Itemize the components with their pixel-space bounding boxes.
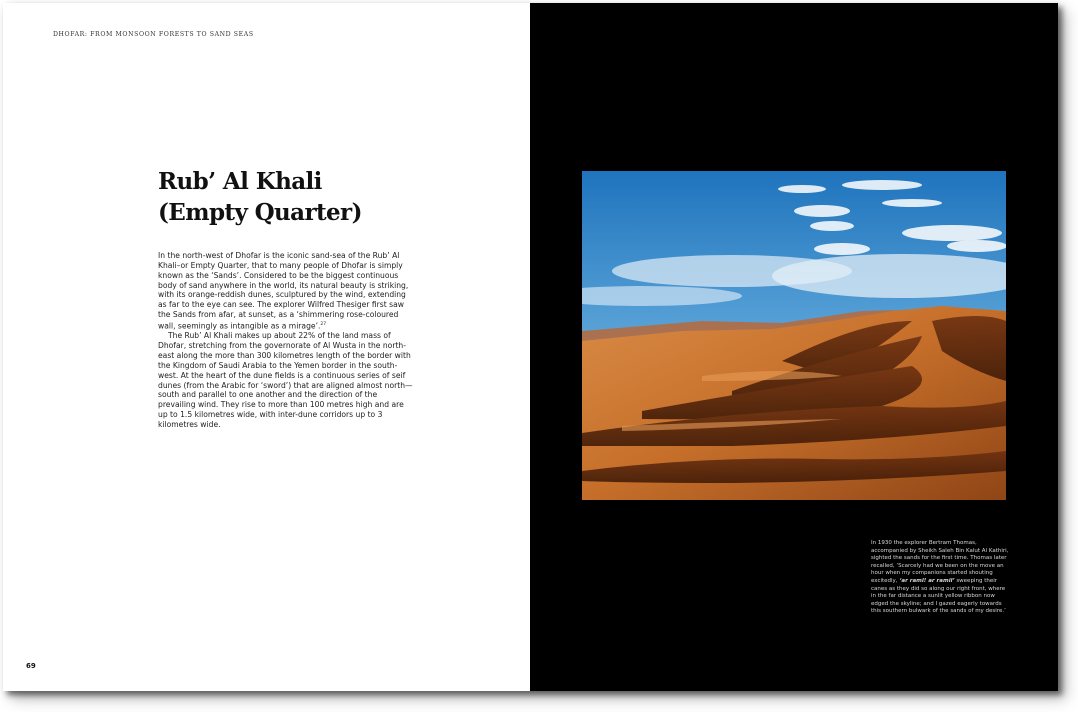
paragraph-2: The Rub’ Al Khali makes up about 22% of the land mass of Dhofar, stretching from the governorate of Al Wusta in the north-east along the more than 300 kilometres length of the border with the Kingdom of Saudi Arabia to the Yemen border in the south-west. At the heart of the dune fields is a continuous series of seif dunes (from the Arabic for ‘sword’) that are aligned almost north—south and parallel to one another and the direction of the prevailing wind. They rise to more than 100 metres high and are up to 1.5 kilometres wide, with inter-dune corridors up to 3 kilometres wide.: [158, 331, 413, 429]
title-line-1: Rub’ Al Khali: [158, 168, 322, 195]
right-page: [530, 3, 1058, 691]
book-spread: [3, 3, 1058, 691]
body-text: [158, 251, 414, 430]
desert-dunes-photo: [582, 171, 1006, 500]
page-title: [158, 166, 478, 228]
caption-text-1: In 1930 the explorer Bertram Thomas, accompanied by Sheikh Saleh Bin Kalut Al Kathiri, sighted the sands for the first time. Thomas later recalled, ‘Scarcely had we been on the move an hour when my companions started shouting excitedly,: [871, 540, 1009, 584]
caption-text-2: sweeping their canes as they did so along our right front, where in the far distance a sunlit yellow ribbon now edged the skyline; and I gazed eagerly towards this southern bulwark of the sands of my desire.’: [871, 577, 1006, 615]
page-number: 69: [26, 662, 36, 670]
left-page: [3, 3, 530, 691]
running-head: DHOFAR: FROM MONSOON FORESTS TO SAND SEAS: [53, 31, 254, 38]
paragraph-1-text: In the north-west of Dhofar is the iconic sand-sea of the Rub’ Al Khali–or Empty Quarter, that to many people of Dhofar is simply known as the ‘Sands’. Considered to be the biggest continuous body of sand anywhere in the world, its natural beauty is striking, with its orange-reddish dunes, sculptured by the wind, extending as far to the eye can see. The explorer Wilfred Thesiger first saw the Sands from afar, at sunset, as a ‘shimmering rose-coloured wall, seemingly as intangible as a mirage’.: [158, 251, 409, 331]
caption-italic-quote: ‘ar raml! ar ramil’: [899, 577, 955, 584]
paragraph-1: [158, 251, 414, 331]
photo-caption: [871, 540, 1011, 616]
title-line-2: (Empty Quarter): [158, 199, 362, 226]
footnote-ref: 27: [320, 321, 327, 327]
